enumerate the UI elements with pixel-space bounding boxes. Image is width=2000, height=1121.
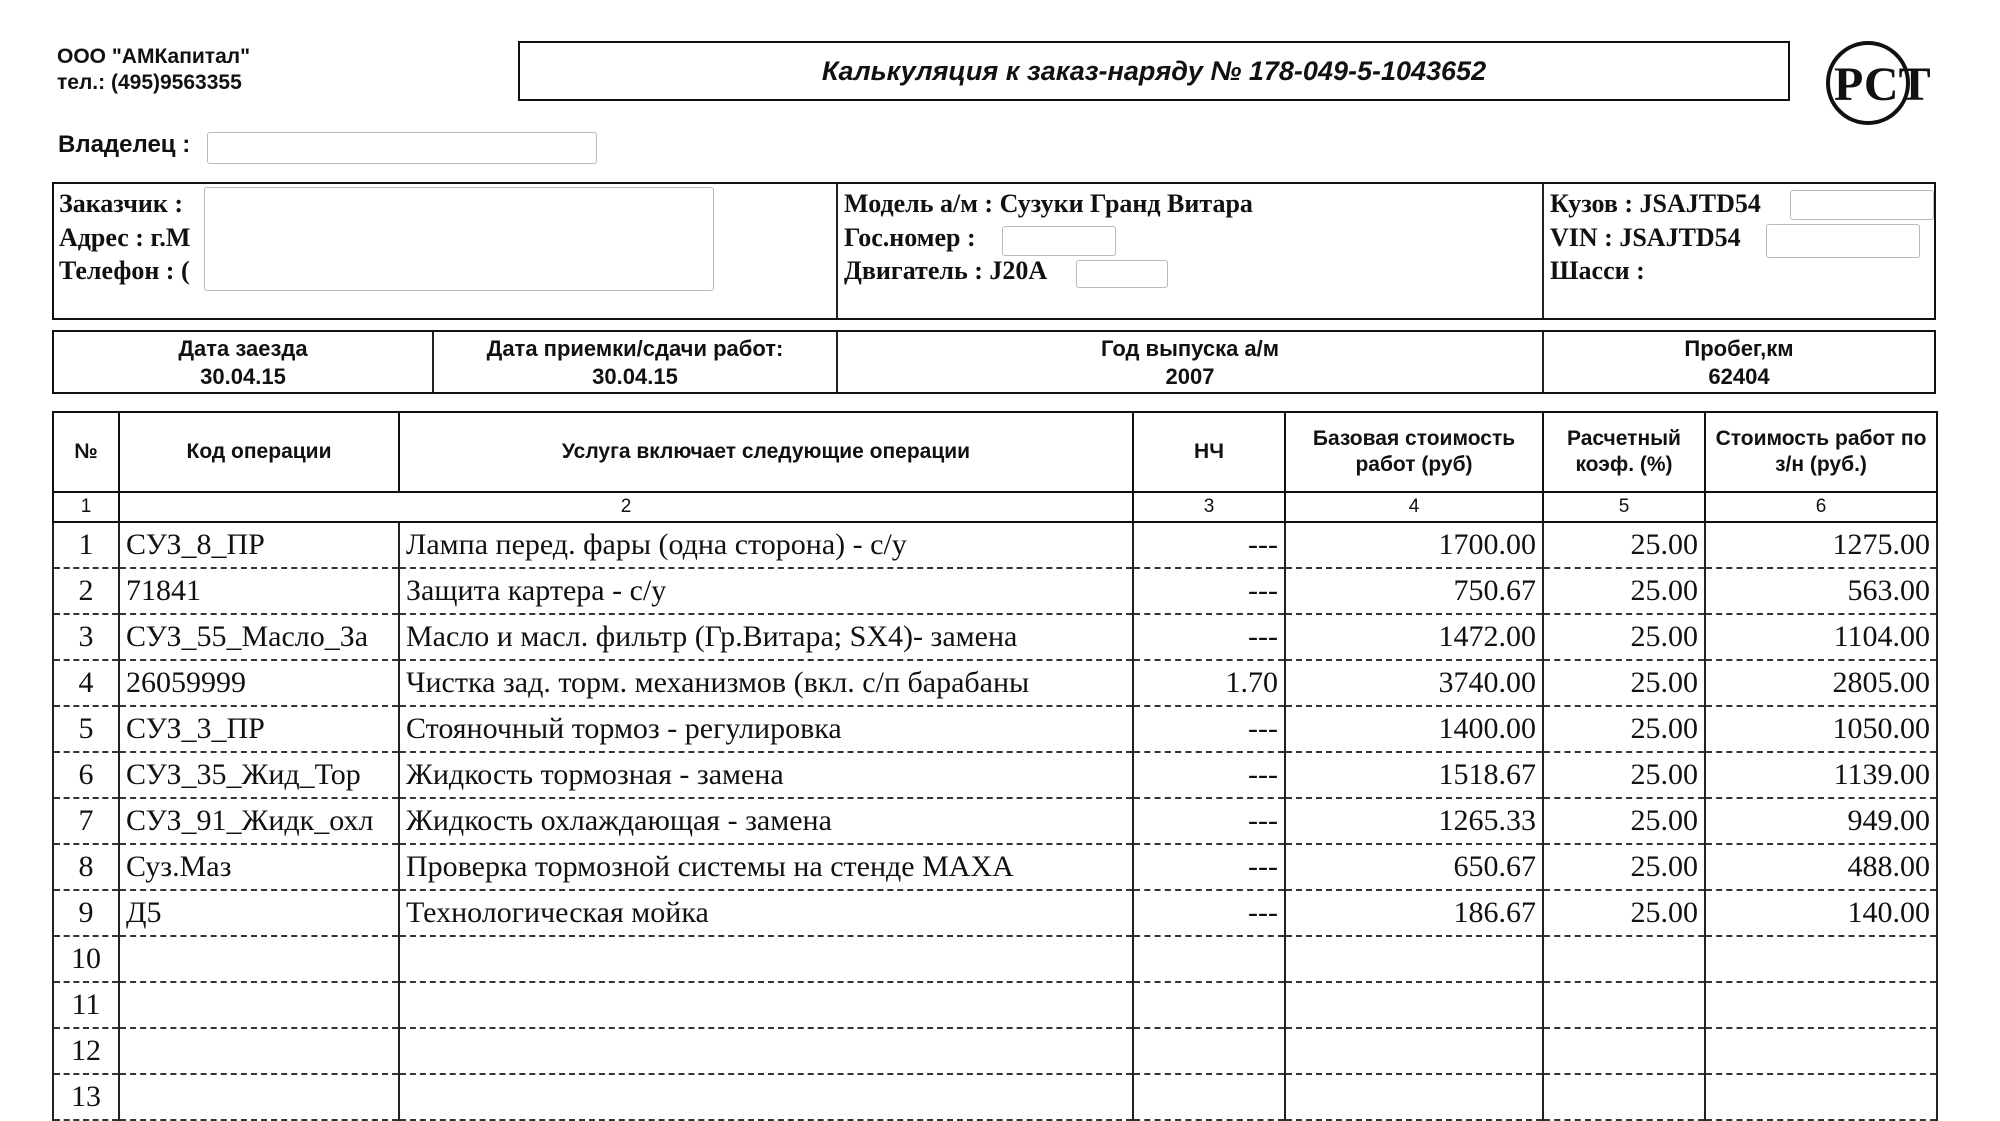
table-row xyxy=(53,752,1937,798)
header-code: Код операции xyxy=(119,412,399,492)
operation-code: 26059999 xyxy=(119,660,399,706)
row-number: 3 xyxy=(53,614,119,660)
mileage-value: 62404 xyxy=(1708,364,1770,389)
company-name: ООО "АМКапитал" xyxy=(57,45,251,68)
base-cost: 1265.33 xyxy=(1285,798,1543,844)
base-cost xyxy=(1285,1074,1543,1120)
redacted-engine xyxy=(1076,260,1168,288)
work-cost: 1275.00 xyxy=(1705,522,1937,568)
table-row xyxy=(53,706,1937,752)
base-cost xyxy=(1285,1028,1543,1074)
redacted-customer xyxy=(204,187,714,291)
base-cost: 750.67 xyxy=(1285,568,1543,614)
service-description: Стояночный тормоз - регулировка xyxy=(399,706,1133,752)
work-cost xyxy=(1705,936,1937,982)
service-description xyxy=(399,1074,1133,1120)
base-cost xyxy=(1285,982,1543,1028)
col-number: 6 xyxy=(1705,492,1937,522)
table-header-row xyxy=(53,412,1937,492)
coefficient xyxy=(1543,982,1705,1028)
operation-code: СУЗ_55_Масло_За xyxy=(119,614,399,660)
table-row xyxy=(53,844,1937,890)
table-row xyxy=(53,982,1937,1028)
norm-hours: 1.70 xyxy=(1133,660,1285,706)
arrival-date-value: 30.04.15 xyxy=(200,364,286,389)
norm-hours: --- xyxy=(1133,752,1285,798)
work-cost: 1050.00 xyxy=(1705,706,1937,752)
rst-certification-logo xyxy=(1822,38,1934,128)
norm-hours xyxy=(1133,936,1285,982)
coefficient: 25.00 xyxy=(1543,522,1705,568)
service-description: Лампа перед. фары (одна сторона) - с/у xyxy=(399,522,1133,568)
customer-vehicle-box xyxy=(52,182,1936,320)
accept-date-label: Дата приемки/сдачи работ: xyxy=(486,336,784,361)
header-no: № xyxy=(53,412,119,492)
table-row xyxy=(53,890,1937,936)
service-description xyxy=(399,936,1133,982)
service-description xyxy=(399,982,1133,1028)
work-cost xyxy=(1705,982,1937,1028)
coefficient: 25.00 xyxy=(1543,890,1705,936)
norm-hours xyxy=(1133,982,1285,1028)
table-row xyxy=(53,1074,1937,1120)
coefficient xyxy=(1543,1074,1705,1120)
plate-label: Гос.номер : xyxy=(844,223,976,252)
redacted-body xyxy=(1790,190,1934,220)
table-row xyxy=(53,522,1937,568)
col-number: 5 xyxy=(1543,492,1705,522)
work-cost xyxy=(1705,1028,1937,1074)
norm-hours: --- xyxy=(1133,890,1285,936)
operation-code xyxy=(119,1028,399,1074)
document-title xyxy=(518,41,1790,101)
header-nh: НЧ xyxy=(1133,412,1285,492)
operations-table xyxy=(52,411,1938,1121)
col-number: 4 xyxy=(1285,492,1543,522)
norm-hours: --- xyxy=(1133,614,1285,660)
norm-hours: --- xyxy=(1133,706,1285,752)
accept-date-value: 30.04.15 xyxy=(592,364,678,389)
service-description: Жидкость тормозная - замена xyxy=(399,752,1133,798)
coefficient xyxy=(1543,936,1705,982)
norm-hours: --- xyxy=(1133,844,1285,890)
body-field: Кузов : JSAJTD54 xyxy=(1550,189,1761,218)
base-cost: 1518.67 xyxy=(1285,752,1543,798)
work-cost: 949.00 xyxy=(1705,798,1937,844)
divider xyxy=(1542,184,1544,318)
norm-hours: --- xyxy=(1133,798,1285,844)
coefficient: 25.00 xyxy=(1543,614,1705,660)
year-value: 2007 xyxy=(1165,364,1215,389)
row-number: 1 xyxy=(53,522,119,568)
row-number: 6 xyxy=(53,752,119,798)
operation-code: СУЗ_91_Жидк_охл xyxy=(119,798,399,844)
table-row xyxy=(53,936,1937,982)
base-cost: 1700.00 xyxy=(1285,522,1543,568)
work-cost: 140.00 xyxy=(1705,890,1937,936)
work-cost: 1104.00 xyxy=(1705,614,1937,660)
operation-code xyxy=(119,1074,399,1120)
operation-code: Суз.Маз xyxy=(119,844,399,890)
work-cost: 1139.00 xyxy=(1705,752,1937,798)
service-description xyxy=(399,1028,1133,1074)
coefficient: 25.00 xyxy=(1543,844,1705,890)
base-cost: 1472.00 xyxy=(1285,614,1543,660)
norm-hours: --- xyxy=(1133,568,1285,614)
service-description: Чистка зад. торм. механизмов (вкл. с/п барабаны xyxy=(399,660,1133,706)
table-row xyxy=(53,660,1937,706)
mileage-label: Пробег,км xyxy=(1684,336,1794,361)
header-coef: Расчетный коэф. (%) xyxy=(1543,412,1705,492)
engine-field: Двигатель : J20A xyxy=(844,256,1048,285)
redacted-vin xyxy=(1766,224,1920,258)
operation-code: Д5 xyxy=(119,890,399,936)
norm-hours xyxy=(1133,1074,1285,1120)
phone-label: Телефон : ( xyxy=(59,256,190,285)
company-phone: тел.: (495)9563355 xyxy=(57,71,242,94)
model-field: Модель а/м : Сузуки Гранд Витара xyxy=(844,189,1253,218)
accept-date-cell xyxy=(434,332,836,392)
base-cost: 1400.00 xyxy=(1285,706,1543,752)
base-cost xyxy=(1285,936,1543,982)
table-row xyxy=(53,614,1937,660)
logo-text: РСТ xyxy=(1834,58,1931,111)
divider xyxy=(836,184,838,318)
table-row xyxy=(53,798,1937,844)
column-number-row xyxy=(53,492,1937,522)
header-service: Услуга включает следующие операции xyxy=(399,412,1133,492)
customer-label: Заказчик : xyxy=(59,189,184,218)
service-description: Защита картера - с/у xyxy=(399,568,1133,614)
operation-code: 71841 xyxy=(119,568,399,614)
service-description: Технологическая мойка xyxy=(399,890,1133,936)
row-number: 13 xyxy=(53,1074,119,1120)
coefficient: 25.00 xyxy=(1543,752,1705,798)
header-cost: Стоимость работ по з/н (руб.) xyxy=(1705,412,1937,492)
chassis-label: Шасси : xyxy=(1550,256,1645,285)
base-cost: 3740.00 xyxy=(1285,660,1543,706)
dates-box xyxy=(52,330,1936,394)
row-number: 7 xyxy=(53,798,119,844)
address-label: Адрес : г.М xyxy=(59,223,191,252)
operation-code: СУЗ_8_ПР xyxy=(119,522,399,568)
document-title-text: Калькуляция к заказ-наряду № 178-049-5-1043652 xyxy=(821,55,1487,86)
coefficient xyxy=(1543,1028,1705,1074)
vin-field: VIN : JSAJTD54 xyxy=(1550,223,1741,252)
service-description: Проверка тормозной системы на стенде МАХА xyxy=(399,844,1133,890)
work-cost: 563.00 xyxy=(1705,568,1937,614)
operation-code: СУЗ_35_Жид_Тор xyxy=(119,752,399,798)
coefficient: 25.00 xyxy=(1543,568,1705,614)
arrival-date-cell xyxy=(54,332,432,392)
redacted-plate xyxy=(1002,226,1116,256)
base-cost: 650.67 xyxy=(1285,844,1543,890)
operation-code xyxy=(119,936,399,982)
coefficient: 25.00 xyxy=(1543,706,1705,752)
row-number: 11 xyxy=(53,982,119,1028)
row-number: 5 xyxy=(53,706,119,752)
col-number: 3 xyxy=(1133,492,1285,522)
row-number: 12 xyxy=(53,1028,119,1074)
operations-rows xyxy=(53,522,1937,1120)
coefficient: 25.00 xyxy=(1543,660,1705,706)
row-number: 4 xyxy=(53,660,119,706)
work-cost: 2805.00 xyxy=(1705,660,1937,706)
company-info xyxy=(57,44,250,96)
work-cost: 488.00 xyxy=(1705,844,1937,890)
operation-code: СУЗ_3_ПР xyxy=(119,706,399,752)
owner-label: Владелец : xyxy=(58,131,191,158)
row-number: 9 xyxy=(53,890,119,936)
year-cell xyxy=(838,332,1542,392)
service-description: Жидкость охлаждающая - замена xyxy=(399,798,1133,844)
col-number: 1 xyxy=(53,492,119,522)
redacted-owner xyxy=(207,132,597,164)
table-row xyxy=(53,1028,1937,1074)
coefficient: 25.00 xyxy=(1543,798,1705,844)
work-cost xyxy=(1705,1074,1937,1120)
row-number: 10 xyxy=(53,936,119,982)
norm-hours: --- xyxy=(1133,522,1285,568)
mileage-cell xyxy=(1544,332,1934,392)
row-number: 8 xyxy=(53,844,119,890)
arrival-date-label: Дата заезда xyxy=(178,336,308,361)
table-row xyxy=(53,568,1937,614)
operation-code xyxy=(119,982,399,1028)
header-base-cost: Базовая стоимость работ (руб) xyxy=(1285,412,1543,492)
service-description: Масло и масл. фильтр (Гр.Витара; SX4)- замена xyxy=(399,614,1133,660)
norm-hours xyxy=(1133,1028,1285,1074)
year-label: Год выпуска а/м xyxy=(1100,336,1280,361)
row-number: 2 xyxy=(53,568,119,614)
base-cost: 186.67 xyxy=(1285,890,1543,936)
col-number: 2 xyxy=(119,492,1133,522)
